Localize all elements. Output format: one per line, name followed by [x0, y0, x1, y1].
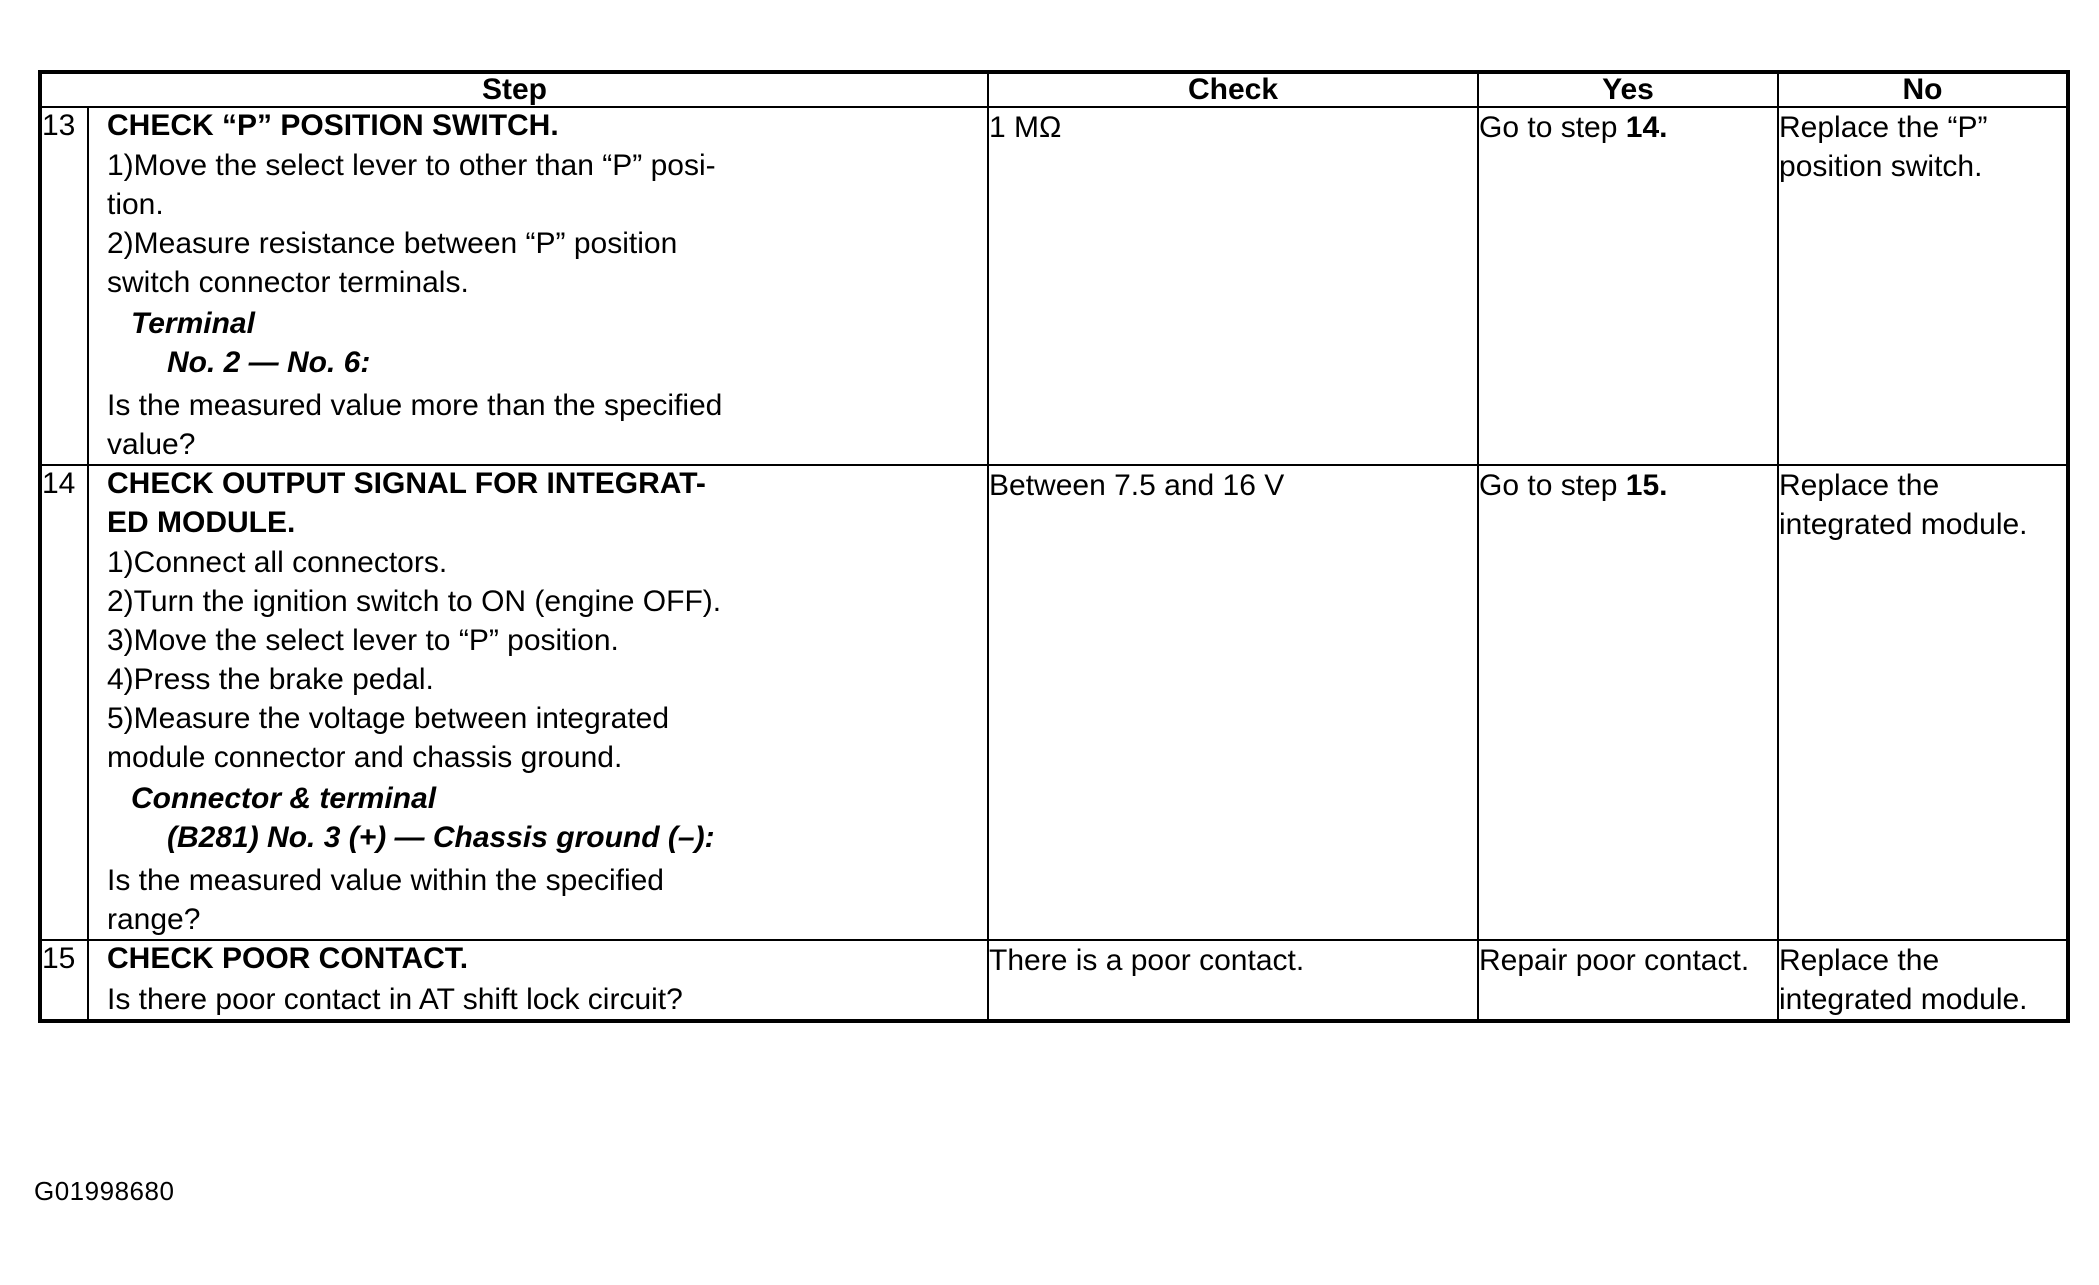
step-line: 2)Turn the ignition switch to ON (engine OFF).: [107, 585, 722, 619]
step-question: Is the measured value within the specified: [107, 864, 664, 898]
column-header-yes: Yes: [1478, 72, 1778, 107]
step-title: CHECK OUTPUT SIGNAL FOR INTEGRAT-: [107, 467, 706, 501]
no-action: Replace the integrated module.: [1778, 940, 2068, 1021]
check-value: 1 MΩ: [988, 107, 1478, 466]
column-header-no: No: [1778, 72, 2068, 107]
no-action: Replace the “P” position switch.: [1778, 107, 2068, 466]
step-question: Is there poor contact in AT shift lock circuit?: [107, 982, 683, 1016]
step-question: value?: [107, 428, 196, 462]
check-value: Between 7.5 and 16 V: [988, 465, 1478, 940]
step-line: 5)Measure the voltage between integrated: [107, 702, 670, 736]
column-header-check: Check: [988, 72, 1478, 107]
no-action: Replace the integrated module.: [1778, 465, 2068, 940]
step-content: [88, 107, 988, 466]
step-number: 14: [40, 465, 88, 940]
step-question: range?: [107, 903, 201, 937]
step-title: CHECK POOR CONTACT.: [107, 942, 469, 976]
spec-value: No. 2 — No. 6:: [167, 346, 371, 380]
step-title: CHECK “P” POSITION SWITCH.: [107, 108, 559, 142]
step-line: 2)Measure resistance between “P” position: [107, 227, 678, 261]
step-line: module connector and chassis ground.: [107, 741, 623, 775]
check-value: There is a poor contact.: [988, 940, 1478, 1021]
step-line: 3)Move the select lever to “P” position.: [107, 624, 619, 658]
step-question: Is the measured value more than the specified: [107, 389, 723, 423]
yes-action: Go to step 14.: [1478, 107, 1778, 466]
step-line: switch connector terminals.: [107, 266, 469, 300]
step-line: 4)Press the brake pedal.: [107, 663, 434, 697]
spec-value: (B281) No. 3 (+) — Chassis ground (–):: [167, 821, 715, 855]
table-row: [40, 465, 2068, 940]
yes-action: Go to step 15.: [1478, 465, 1778, 940]
yes-action: Repair poor contact.: [1478, 940, 1778, 1021]
step-number: 15: [40, 940, 88, 1021]
step-number: 13: [40, 107, 88, 466]
column-header-step: Step: [40, 72, 988, 107]
step-line: tion.: [107, 188, 164, 222]
diagnostic-table: [38, 70, 2070, 1023]
step-content: [88, 940, 988, 1021]
table-row: [40, 940, 2068, 1021]
table-header-row: [40, 72, 2068, 107]
spec-label: Connector & terminal: [131, 782, 437, 816]
table-row: [40, 107, 2068, 466]
spec-label: Terminal: [131, 307, 255, 341]
figure-code: G01998680: [34, 1176, 175, 1206]
step-line: 1)Connect all connectors.: [107, 546, 448, 580]
step-title-cont: ED MODULE.: [107, 505, 296, 539]
step-line: 1)Move the select lever to other than “P” posi-: [107, 149, 716, 183]
diagnostic-table-wrapper: [38, 70, 2046, 1023]
step-content: [88, 465, 988, 940]
